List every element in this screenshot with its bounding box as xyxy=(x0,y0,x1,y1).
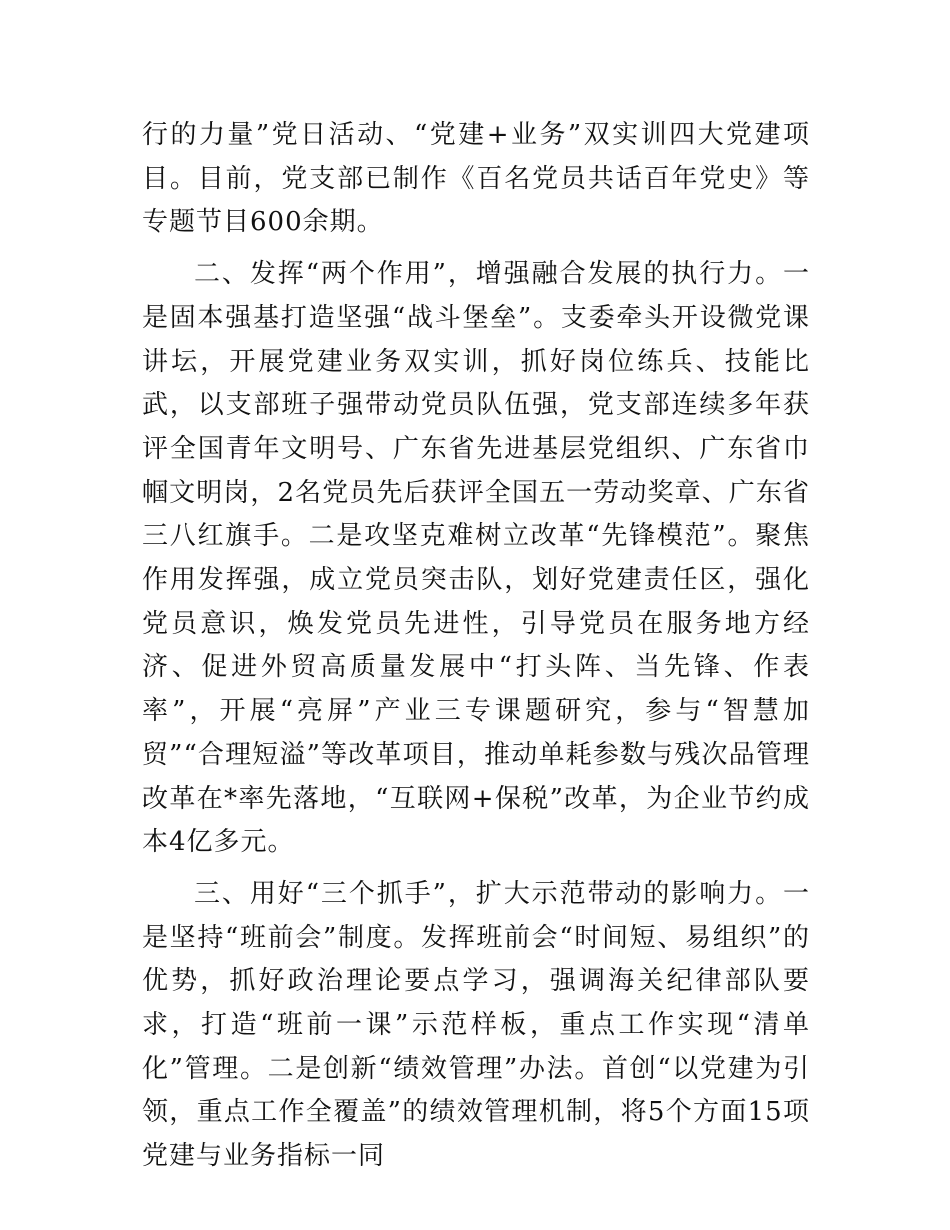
paragraph-section-two: 二、发挥“两个作用”，增强融合发展的执行力。一是固本强基打造坚强“战斗堡垒”。支委牵头开设微党课讲坛，开展党建业务双实训，抓好岗位练兵、技能比武，以支部班子强带动党员队伍强，党支部连续多年获评全国青年文明号、广东省先进基层党组织、广东省巾帼文明岗，2名党员先后获评全国五一劳动奖章、广东省三八红旗手。二是攻坚克难树立改革“先锋模范”。聚焦作用发挥强，成立党员突击队，划好党建责任区，强化党员意识，焕发党员先进性，引导党员在服务地方经济、促进外贸高质量发展中“打头阵、当先锋、作表率”，开展“亮屏”产业三专课题研究，参与“智慧加贸”“合理短溢”等改革项目，推动单耗参数与残次品管理改革在*率先落地，“互联网+保税”改革，为企业节约成本4亿多元。 xyxy=(142,259,810,858)
document-body xyxy=(142,114,810,1179)
paragraph-section-three: 三、用好“三个抓手”，扩大示范带动的影响力。一是坚持“班前会”制度。发挥班前会“时间短、易组织”的优势，抓好政治理论要点学习，强调海关纪律部队要求，打造“班前一课”示范样板，重点工作实现“清单化”管理。二是创新“绩效管理”办法。首创“以党建为引领，重点工作全覆盖”的绩效管理机制，将5个方面15项党建与业务指标一同 xyxy=(142,878,810,1172)
paragraph-continued: 行的力量”党日活动、“党建+业务”双实训四大党建项目。目前，党支部已制作《百名党员共话百年党史》等专题节目600余期。 xyxy=(142,120,810,238)
